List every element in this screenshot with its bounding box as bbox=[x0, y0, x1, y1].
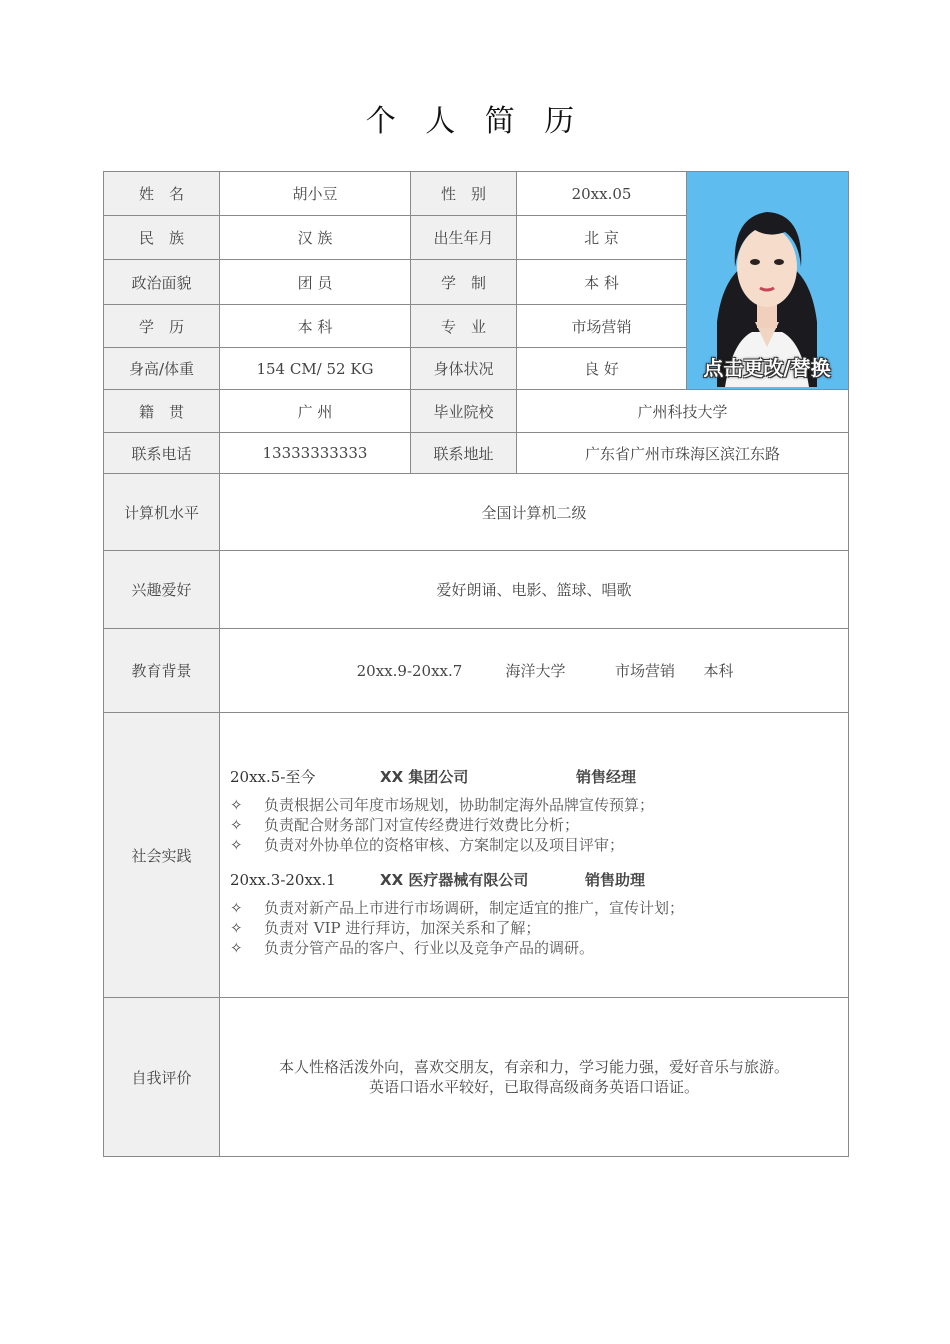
job-period: 20xx.3-20xx.1 bbox=[230, 871, 336, 889]
photo-cell[interactable] bbox=[687, 172, 849, 390]
education-period: 20xx.9-20xx.7 bbox=[356, 662, 463, 680]
computer-label: 计算机水平 bbox=[104, 474, 220, 551]
job-duty: ✧ 负责根据公司年度市场规划，协助制定海外品牌宣传预算； bbox=[230, 796, 655, 814]
health-label: 身体状况 bbox=[411, 348, 517, 390]
schooling-value[interactable]: 本 科 bbox=[517, 260, 687, 305]
education-major: 市场营销 bbox=[614, 662, 675, 680]
job-header bbox=[230, 766, 838, 787]
bullet-icon: ✧ bbox=[230, 816, 243, 834]
schooling-label: 学 制 bbox=[411, 260, 517, 305]
birth-value[interactable]: 北 京 bbox=[517, 216, 687, 260]
practice-label: 社会实践 bbox=[104, 713, 220, 998]
education-degree: 本科 bbox=[703, 662, 734, 680]
job-duty: ✧ 负责配合财务部门对宣传经费进行效费比分析； bbox=[230, 816, 580, 834]
job-company: XX 集团公司 bbox=[380, 768, 469, 786]
school-value[interactable]: 广州科技大学 bbox=[517, 390, 849, 433]
name-value[interactable]: 胡小豆 bbox=[220, 172, 411, 216]
self-eval-label: 自我评价 bbox=[104, 998, 220, 1157]
job-duty: ✧ 负责对 VIP 进行拜访，加深关系和了解； bbox=[230, 919, 541, 937]
health-value[interactable]: 良 好 bbox=[517, 348, 687, 390]
address-value[interactable]: 广东省广州市珠海区滨江东路 bbox=[517, 433, 849, 474]
self-eval-value[interactable] bbox=[220, 998, 849, 1157]
education-value[interactable] bbox=[220, 629, 849, 713]
native-label: 籍 贯 bbox=[104, 390, 220, 433]
political-value[interactable]: 团 员 bbox=[220, 260, 411, 305]
profile-photo[interactable] bbox=[687, 172, 847, 387]
page-title: 个 人 简 历 bbox=[365, 104, 585, 139]
practice-list bbox=[220, 766, 848, 958]
computer-value[interactable]: 全国计算机二级 bbox=[220, 474, 849, 551]
job-duty: ✧ 负责对外协单位的资格审核、方案制定以及项目评审； bbox=[230, 836, 625, 854]
height-weight-value[interactable]: 154 CM/ 52 KG bbox=[220, 348, 411, 390]
hobby-value[interactable]: 爱好朗诵、电影、篮球、唱歌 bbox=[220, 551, 849, 629]
self-eval-line: 英语口语水平较好，已取得高级商务英语口语证。 bbox=[368, 1078, 699, 1096]
self-eval-line: 本人性格活泼外向，喜欢交朋友，有亲和力，学习能力强，爱好音乐与旅游。 bbox=[278, 1058, 789, 1076]
gender-value[interactable]: 20xx.05 bbox=[517, 172, 687, 216]
practice-value[interactable] bbox=[220, 713, 849, 998]
bullet-icon: ✧ bbox=[230, 899, 243, 917]
native-value[interactable]: 广 州 bbox=[220, 390, 411, 433]
ethnic-value[interactable]: 汉 族 bbox=[220, 216, 411, 260]
phone-label: 联系电话 bbox=[104, 433, 220, 474]
name-label: 姓 名 bbox=[104, 172, 220, 216]
phone-value[interactable]: 13333333333 bbox=[220, 433, 411, 474]
hobby-label: 兴趣爱好 bbox=[104, 551, 220, 629]
education-label: 教育背景 bbox=[104, 629, 220, 713]
ethnic-label: 民 族 bbox=[104, 216, 220, 260]
bullet-icon: ✧ bbox=[230, 919, 243, 937]
school-label: 毕业院校 bbox=[411, 390, 517, 433]
job-role: 销售助理 bbox=[585, 871, 646, 889]
job-header bbox=[230, 869, 838, 890]
education-school: 海洋大学 bbox=[505, 662, 566, 680]
degree-label: 学 历 bbox=[104, 305, 220, 348]
address-label: 联系地址 bbox=[411, 433, 517, 474]
height-weight-label: 身高/体重 bbox=[104, 348, 220, 390]
job-duty: ✧ 负责分管产品的客户、行业以及竞争产品的调研。 bbox=[230, 939, 595, 957]
job-company: XX 医疗器械有限公司 bbox=[380, 871, 529, 889]
resume-table bbox=[103, 171, 849, 1157]
major-label: 专 业 bbox=[411, 305, 517, 348]
bullet-icon: ✧ bbox=[230, 939, 243, 957]
change-photo-button[interactable]: 点击更改/替换 bbox=[703, 356, 831, 380]
bullet-icon: ✧ bbox=[230, 796, 243, 814]
bullet-icon: ✧ bbox=[230, 836, 243, 854]
degree-value[interactable]: 本 科 bbox=[220, 305, 411, 348]
job-role: 销售经理 bbox=[576, 768, 637, 786]
birth-label: 出生年月 bbox=[411, 216, 517, 260]
gender-label: 性 别 bbox=[411, 172, 517, 216]
job-period: 20xx.5-至今 bbox=[230, 768, 316, 786]
major-value[interactable]: 市场营销 bbox=[517, 305, 687, 348]
political-label: 政治面貌 bbox=[104, 260, 220, 305]
job-duty: ✧ 负责对新产品上市进行市场调研，制定适宜的推广，宣传计划； bbox=[230, 899, 685, 917]
